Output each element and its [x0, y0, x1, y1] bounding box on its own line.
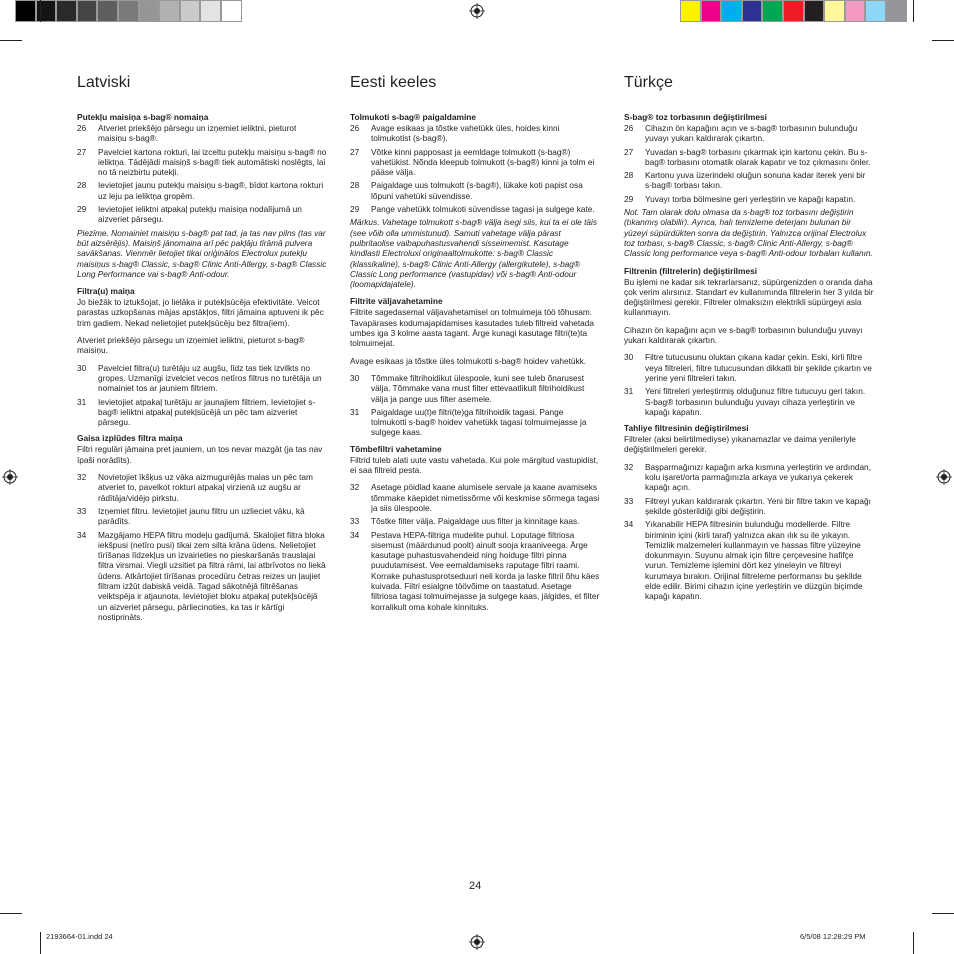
step-text: Yuvayı torba bölmesine geri yerleştirin ve kapağı kapatın.: [645, 193, 856, 204]
step-number: 26: [350, 123, 360, 133]
numbered-step: [350, 123, 600, 144]
crop-mark: [913, 0, 914, 22]
color-swatch: [824, 0, 845, 22]
numbered-step: [350, 516, 600, 526]
color-swatch: [56, 0, 77, 22]
step-number: 33: [77, 505, 87, 516]
step-text: Paigaldage uu(t)e filtri(te)ga filtrihoidik tagasi. Pange tolmukotti s-bag® hoidev vahetükk tagasi tolmuimejasse ja sulgege kaas.: [371, 406, 587, 438]
step-text: Novietojiet īkšķus uz vāka aizmugurējās malas un pēc tam atveriet to, pavelkot rokturi atpakaļ virzienā uz augšu ar rādītāja/vidējo pirkstu.: [98, 472, 313, 503]
numbered-step: [77, 506, 327, 527]
language-title: Türkçe: [624, 74, 673, 91]
paragraph: Filtrite sagedasemal väljavahetamisel on tolmuimeja töö tõhusam. Tavapärases kodumajapidamises kasutades tuleb filtreid vahetada umbes iga 3 kolme aasta tagant. Ärge kunagi kasutage filtri(te)ta tolmuimejat.: [350, 307, 594, 349]
color-swatch: [200, 0, 221, 22]
step-text: Filtre tutucusunu oluktan çıkana kadar çekin. Eski, kirli filtre veya filtreleri, filtre tutucusundan dikkatli bir şekilde çıkartın ve yerine yeni filtreleri takın.: [645, 352, 872, 383]
paragraph: Filtreler (aksi belirtilmediyse) yıkanamazlar ve daima yenileriyle değiştirilmeleri gerekir.: [624, 434, 856, 455]
paragraph: Atveriet priekšējo pārsegu un izņemiet ieliktni, pieturot s-bag® maisiņu.: [77, 335, 305, 356]
note-text: Märkus. Vahetage tolmukott s-bag® välja isegi siis, kui ta ei ole täis (see võib olla ummistunud). Samuti vahetage välja pärast pulbritaolise vaibapuhastusvahendi sisseimemist. Kasutage kindlasti Electroluxi originaaltolmukotte: s-bag® Classic (klassikaline), s-bag® Clinic Anti-Allergy (allergikutele), s-bag® Classic Long performance (vastupidav) või s-bag® Anti-odour (loomapidajatele).: [350, 217, 597, 290]
step-number: 31: [350, 406, 360, 417]
crop-mark: [932, 40, 954, 41]
step-number: 31: [624, 386, 634, 397]
step-number: 26: [77, 123, 87, 133]
step-number: 30: [350, 372, 360, 383]
step-text: Pange vahetükk tolmukoti süvendisse tagasi ja sulgege kate.: [371, 204, 595, 215]
numbered-step: [350, 204, 600, 214]
numbered-step: [350, 373, 600, 404]
step-text: Yıkanabilir HEPA filtresinin bulunduğu modellerde. Filtre biriminin içini (kirli taraf) yalnızca akan ılık su ile yıkayın. Temizlik malzemeleri kullanmayın ve hassas filtre yüzeyine dokunmayın. Suyunu almak için filtre çerçevesine hafifçe vurun. Temizleme işlemini dört kez yineleyin ve filtreyi kurumaya bırakın. Orijinal filtreleme performansı bu şekilde elde edilir. Birimi cihazın içine yerleştirin ve düzgün biçimde kapağı kapatın.: [645, 519, 863, 602]
color-swatch: [139, 0, 160, 22]
color-swatch: [742, 0, 763, 22]
section-heading: Tahliye filtresinin değiştirilmesi: [624, 423, 749, 434]
registration-mark-icon: [2, 469, 18, 485]
step-number: 27: [350, 146, 360, 157]
color-swatch: [77, 0, 98, 22]
step-text: Pavelciet filtra(u) turētāju uz augšu, līdz tas tiek izvilkts no gropes. Uzmanīgi izvelciet vecos netīros filtrus no turētāja un nomainiet tos ar jauniem filtriem.: [98, 362, 322, 394]
color-swatch: [804, 0, 825, 22]
numbered-step: [350, 482, 600, 513]
color-swatch: [180, 0, 201, 22]
crop-mark: [932, 913, 954, 914]
step-number: 34: [624, 519, 634, 530]
color-swatch: [15, 0, 36, 22]
section-heading: S-bag® toz torbasının değiştirilmesi: [624, 112, 767, 122]
paragraph: Jo biežāk to iztukšojat, jo lielāka ir putekļsūcēja efektivitāte. Veicot parastas uzkopšanas mājas apstākļos, filtri jāmaina aptuveni ik pēc trim gadiem. Nekad nelietojiet putekļsūcēju bez filtra(iem).: [77, 297, 324, 328]
step-number: 29: [624, 193, 634, 204]
paragraph: Cihazın ön kapağını açın ve s-bag® torbasının bulunduğu yuvayı yukarı kaldırarak çıkartın.: [624, 324, 863, 346]
step-text: Ievietojiet ieliktni atpakaļ putekļu maisiņa nodalījumā un aizveriet pārsegu.: [98, 204, 302, 225]
step-text: Tõmmake filtrihoidikut ülespoole, kuni see tuleb õnarusest välja. Tõmmake vana must filter ettevaatlikult filtrihoidikust välja ja pange uus filter asemele.: [371, 372, 585, 404]
cmyk-color-bar: [680, 0, 907, 22]
step-text: Yuvadan s-bag® torbasını çıkarmak için kartonu çekin. Bu s-bag® torbasını otomatik olarak kapatır ve toz çıkmasını önler.: [645, 146, 871, 167]
section-heading: Gaisa izplūdes filtra maiņa: [77, 433, 183, 444]
step-text: Başparmağınızı kapağın arka kısmına yerleştirin ve ardından, kolu işaret/orta parmağınızla arkaya ve yukarıya çekerek kapağı açın.: [645, 461, 871, 493]
step-text: Yeni filtreleri yerleştirmiş olduğunuz filtre tutucuyu geri takın. S-bag® torbasının bulunduğu yuvayı cihaza yerleştirin ve kapağı kapatın.: [645, 386, 866, 417]
step-text: Kartonu yuva üzerindeki oluğun sonuna kadar iterek yeni bir s-bag® torbası takın.: [645, 170, 866, 191]
numbered-step: [77, 530, 327, 623]
numbered-step: [77, 147, 327, 178]
paragraph: Bu işlemi ne kadar sık tekrarlarsanız, süpürgenizden o oranda daha çok verim alırsınız. Standart ev kullanımında filtrelerin her 3 yılda bir değiştirilmesi gerekir. Filtreler olmaksızın elektrikli süpürgeyi asla kullanmayın.: [624, 276, 874, 318]
numbered-step: [624, 462, 874, 493]
paragraph: Filtri regulāri jāmaina pret jauniem, un tos nevar mazgāt (ja tas nav īpaši norādīts).: [77, 444, 323, 465]
numbered-step: [77, 123, 327, 144]
section-heading: Filtra(u) maiņa: [77, 286, 135, 297]
numbered-step: [350, 530, 600, 612]
numbered-step: [624, 123, 874, 144]
footer-file-info: 2193664-01.indd 24: [46, 932, 113, 941]
note-text: Not. Tam olarak dolu olmasa da s-bag® toz torbasını değiştirin (tıkanmış olabilir). Ayrıca, halı temizleme deterjanı bulunan bir yüzeyi süpürdükten sonra da değiştirin. Yalnızca orijinal Electrolux toz torbası, s-bag® Classic, s-bag® Clinic Anti-Allergy, s-bag® Classic long performance veya s-bag® Anti-odour torbaları kullanın.: [624, 207, 873, 259]
section-heading: Putekļu maisiņa s-bag® nomaiņa: [77, 112, 209, 122]
note-text: Piezīme. Nomainiet maisiņu s-bag® pat tad, ja tas nav pilns (tas var būt aizsērējis). Maisiņš jānomaina arī pēc pakļāju tīrāmā pulvera savākšanas. Vienmēr lietojiet tikai oriģinālos Electrolux putekļu maisiņus s-bag® Classic, s-bag® Clinic Anti-Allergy, s-bag® Classic Long Performance vai s-bag® Anti-odour.: [77, 227, 327, 279]
registration-mark-icon: [469, 3, 485, 19]
step-number: 32: [624, 461, 634, 472]
numbered-step: [624, 170, 874, 191]
color-swatch: [762, 0, 783, 22]
numbered-step: [350, 180, 600, 201]
section-heading: Filtrite väljavahetamine: [350, 296, 443, 307]
color-swatch: [886, 0, 907, 22]
step-text: Izņemiet filtru. Ievietojiet jaunu filtru un uzlieciet vāku, kā parādīts.: [98, 505, 305, 527]
step-number: 32: [350, 482, 360, 493]
color-swatch: [865, 0, 886, 22]
step-number: 28: [624, 170, 634, 181]
step-number: 30: [624, 352, 634, 363]
section-heading: Tolmukoti s-bag® paigaldamine: [350, 112, 477, 122]
crop-mark: [0, 913, 22, 914]
step-number: 34: [77, 529, 87, 540]
paragraph: Avage esikaas ja tõstke üles tolmukotti s-bag® hoidev vahetükk.: [350, 355, 587, 366]
crop-mark: [40, 932, 41, 954]
paragraph: Filtrid tuleb alati uute vastu vahetada. Kui pole märgitud vastupidist, ei saa filtreid pesta.: [350, 454, 599, 476]
color-swatch: [118, 0, 139, 22]
numbered-step: [624, 519, 874, 601]
step-text: Avage esikaas ja tõstke vahetükk üles, hoides kinni tolmukotist (s-bag®).: [371, 123, 560, 144]
step-text: Ievietojiet jaunu putekļu maisiņu s-bag®, bīdot kartona rokturi uz leju pa ieliktņa gropēm.: [98, 180, 324, 201]
step-number: 26: [624, 123, 634, 133]
language-title: Eesti keeles: [350, 74, 437, 91]
numbered-step: [77, 204, 327, 225]
step-text: Pestava HEPA-filtriga mudelite puhul. Loputage filtriosa sisemust (määrdunud poolt) ainult sooja kraaniveega. Ärge kasutage puhastusvahendeid ning hoiduge filtri pinna puudutamisest. Vee eemaldamiseks raputage filtri raami. Korrake puhastusprotseduuri neli korda ja laske filtril õhu käes kuivada. Filtri esialgne töövõime on taastatud. Asetage filtriosa tagasi tolmuimejasse ja sulgege kaas, jälgides, et filter korralikult oma kohale kinnituks.: [371, 529, 600, 612]
step-number: 27: [624, 146, 634, 157]
step-number: 33: [624, 495, 634, 506]
section-heading: Filtrenin (filtrelerin) değiştirilmesi: [624, 265, 758, 276]
step-text: Atveriet priekšējo pārsegu un izņemiet ieliktni, pieturot maisiņu s-bag®.: [98, 123, 297, 144]
numbered-step: [77, 397, 327, 428]
section-heading: Tõmbefiltri vahetamine: [350, 443, 442, 454]
numbered-step: [624, 194, 874, 204]
registration-mark-icon: [936, 469, 952, 485]
numbered-step: [624, 147, 874, 168]
color-swatch: [783, 0, 804, 22]
registration-mark-icon: [469, 934, 485, 950]
color-swatch: [159, 0, 180, 22]
language-title: Latviski: [77, 74, 131, 91]
numbered-step: [77, 180, 327, 201]
numbered-step: [77, 363, 327, 394]
color-swatch: [221, 0, 242, 22]
grayscale-color-bar: [15, 0, 242, 22]
color-swatch: [701, 0, 722, 22]
crop-mark: [913, 932, 914, 954]
numbered-step: [624, 352, 874, 383]
step-number: 32: [77, 472, 87, 483]
step-text: Pavelciet kartona rokturi, lai izceltu putekļu maisiņu s-bag® no ieliktņa. Tādējādi maisiņš s-bag® tiek automātiski noslēgts, lai no tā neizbirtu putekļi.: [98, 146, 327, 178]
crop-mark: [0, 40, 22, 41]
step-number: 28: [350, 180, 360, 191]
numbered-step: [350, 407, 600, 438]
numbered-step: [77, 472, 327, 503]
color-swatch: [680, 0, 701, 22]
step-text: Filtreyi yukarı kaldırarak çıkartın. Yeni bir filtre takın ve kapağı şekilde gösterildiği gibi değiştirin.: [645, 495, 871, 516]
color-swatch: [97, 0, 118, 22]
step-text: Ievietojiet atpakaļ turētāju ar jaunajiem filtriem. Ievietojiet s-bag® ieliktni atpakaļ putekļsūcējā un pēc tam aizveriet pārsegu.: [98, 396, 316, 428]
step-text: Paigaldage uus tolmukott (s-bag®), lükake koti papist osa lõpuni vahetüki süvendisse.: [371, 180, 583, 201]
step-number: 31: [77, 396, 87, 407]
step-number: 33: [350, 516, 360, 527]
step-number: 29: [350, 204, 360, 215]
color-swatch: [36, 0, 57, 22]
column-turkish: [624, 74, 874, 605]
step-number: 30: [77, 362, 87, 373]
step-text: Võtke kinni papposast ja eemldage tolmukott (s-bag®) vahetükist. Nõnda kleepub tolmukott (s-bag®) kinni ja tolm ei pääse välja.: [371, 146, 595, 178]
footer-timestamp: 6/5/08 12:28:29 PM: [800, 932, 866, 941]
color-swatch: [721, 0, 742, 22]
step-number: 27: [77, 146, 87, 157]
step-number: 28: [77, 180, 87, 191]
step-text: Mazgājamo HEPA filtru modeļu gadījumā. Skalojiet filtra bloka iekšpusi (netīro pusi) tikai zem silta krāna ūdens. Nelietojiet tīrīšanas līdzekļus un izvairieties no pieskaršanās trauslajai filtra virsmai. Viegli uzsitiet pa filtra rāmi, lai atbrīvotos no liekā ūdens. Atkārtojiet tīrīšanas procedūru četras reizes un ļaujiet filtram izžūt dabiskā veidā. Tagad sākotnējā filtrēšanas veiktspēja ir atjaunota. Ievietojiet bloku atpakaļ putekļsūcējā un aizveriet pārsegu, pārliecinoties, ka tas ir kārtīgi nostiprināts.: [98, 529, 326, 622]
numbered-step: [624, 496, 874, 517]
color-swatch: [845, 0, 866, 22]
numbered-step: [624, 386, 874, 417]
crop-mark: [40, 0, 41, 22]
column-estonian: [350, 74, 600, 615]
step-text: Cihazın ön kapağını açın ve s-bag® torbasının bulunduğu yuvayı yukarı kaldırarak çıkartın.: [645, 123, 858, 144]
column-latvian: [77, 74, 327, 625]
step-number: 34: [350, 529, 360, 540]
step-text: Asetage pöidlad kaane alumisele servale ja kaane avamiseks tõmmake käepidet nimetissõrme või keskmise sõrmega tagasi ja siis ülespoole.: [371, 482, 600, 513]
step-text: Tõstke filter välja. Paigaldage uus filter ja kinnitage kaas.: [371, 516, 580, 527]
numbered-step: [350, 147, 600, 178]
step-number: 29: [77, 204, 87, 215]
page-number: 24: [469, 880, 482, 892]
